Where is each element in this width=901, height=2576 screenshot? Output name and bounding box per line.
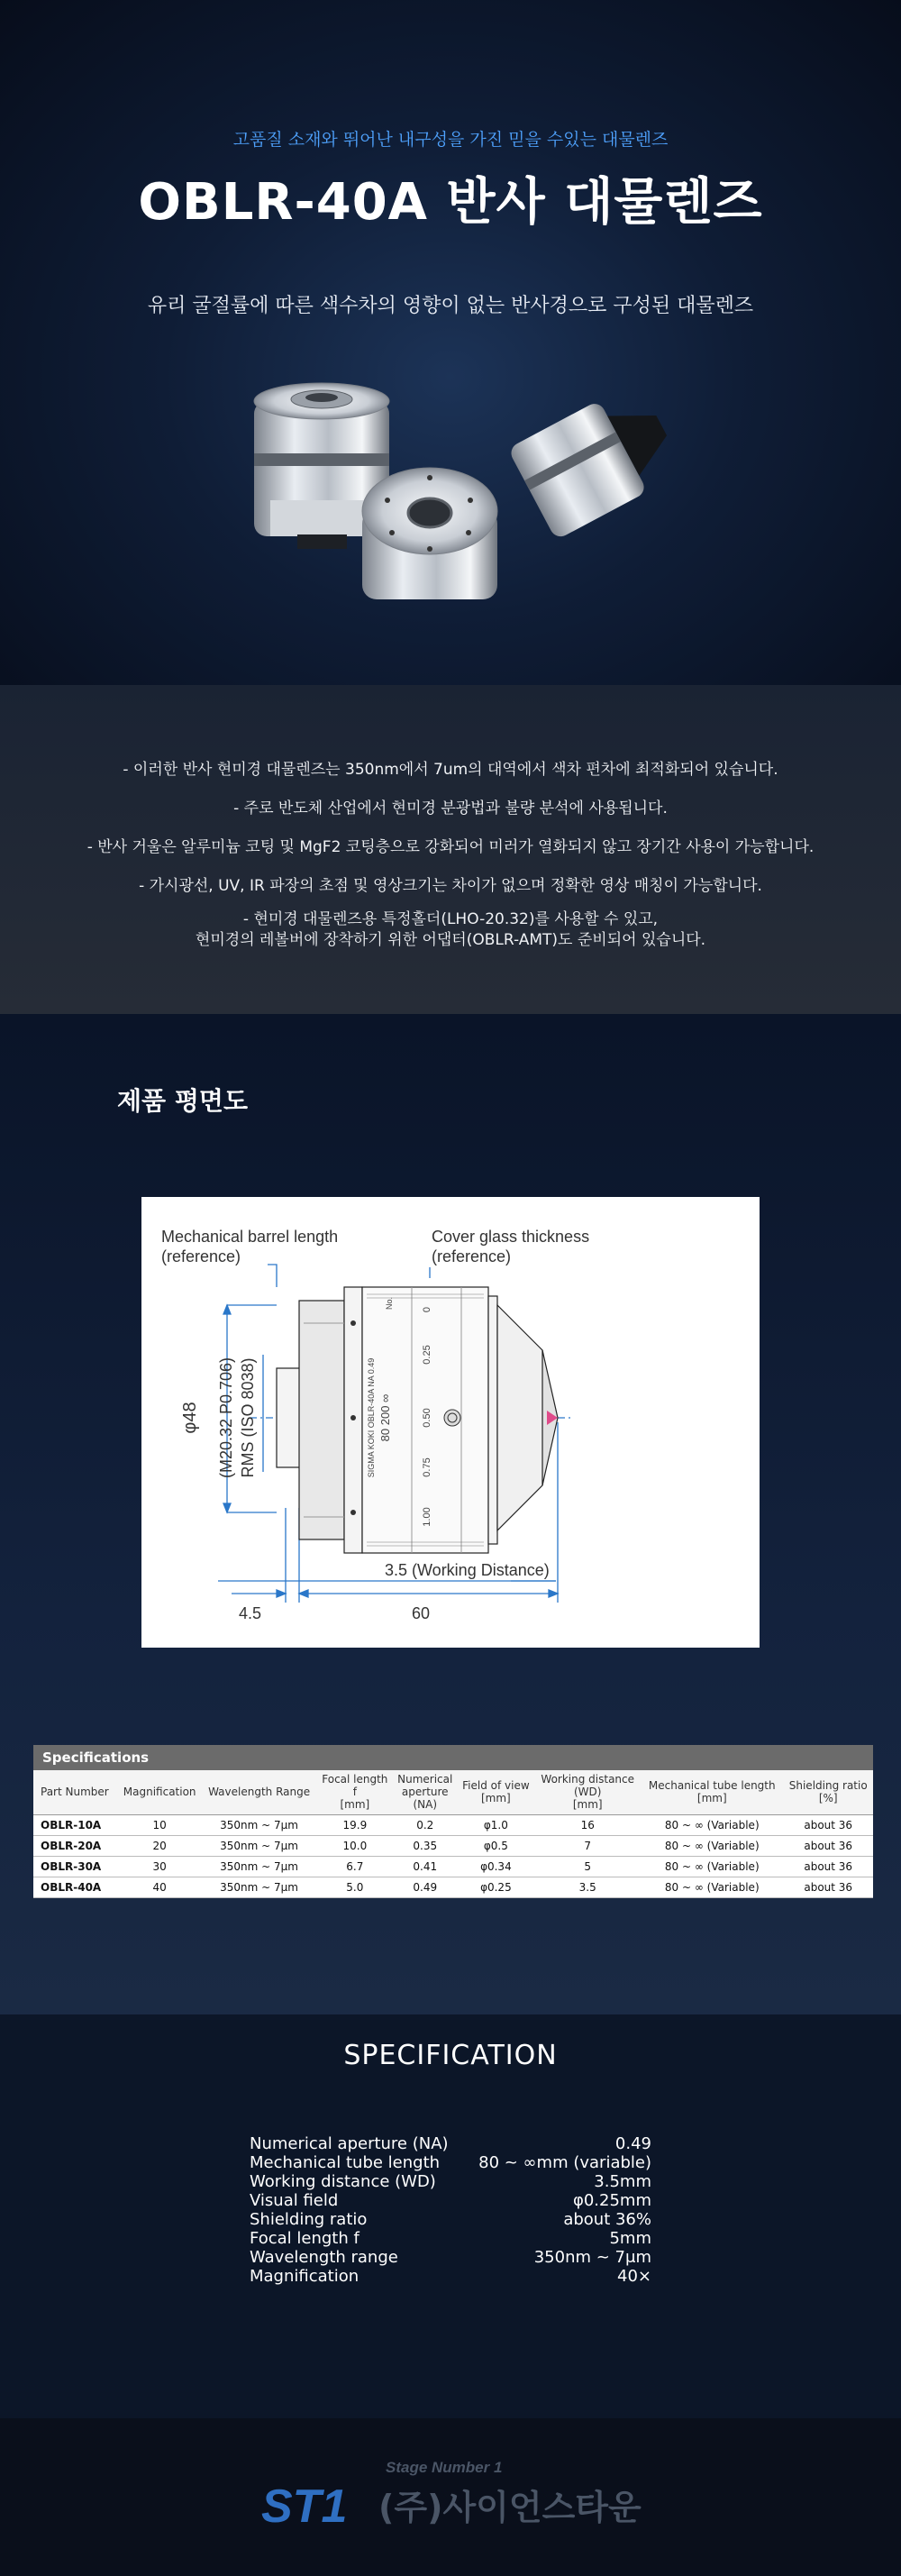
spec-row: Shielding ratio about 36% xyxy=(250,2210,651,2229)
scale-025: 0.25 xyxy=(422,1345,432,1365)
dim-4-5: 4.5 xyxy=(239,1604,262,1622)
th-shielding-ratio: Shielding ratio [%] xyxy=(783,1770,873,1815)
th-wavelength: Wavelength Range xyxy=(202,1770,317,1815)
table-caption: Specifications xyxy=(33,1745,873,1770)
specifications-table xyxy=(33,1745,873,1898)
specification-title: SPECIFICATION xyxy=(343,2040,558,2071)
table-row: OBLR-30A 30 350nm ~ 7μm 6.7 0.41 φ0.34 5 80 ~ ∞ (Variable) about 36 xyxy=(33,1857,873,1877)
th-working-distance: Working distance (WD) [mm] xyxy=(534,1770,641,1815)
lens-center xyxy=(362,468,497,599)
hero-section xyxy=(0,0,901,685)
spec-row: Visual field φ0.25mm xyxy=(250,2191,651,2210)
th-field-of-view: Field of view [mm] xyxy=(457,1770,534,1815)
table-header-row xyxy=(33,1770,873,1815)
engraving-model: SIGMA KOKI OBLR-40A NA 0.49 xyxy=(367,1357,376,1478)
logo-mark: ST1 xyxy=(261,2480,348,2533)
company-logo xyxy=(0,2418,901,2576)
engraving-tube: 80 200 ∞ xyxy=(378,1393,392,1442)
wd-label: 3.5 (Working Distance) xyxy=(385,1561,550,1579)
plan-section xyxy=(0,1014,901,2014)
feature-line: - 이러한 반사 현미경 대물렌즈는 350nm에서 7um의 대역에서 색차 편차에 최적화되어 있습니다. xyxy=(123,761,778,779)
company-name: (주)사이언스타운 xyxy=(378,2488,642,2527)
scale-0: 0 xyxy=(422,1306,432,1313)
feature-line: - 반사 거울은 알루미늄 코팅 및 MgF2 코팅층으로 강화되어 미러가 열화되지 않고 장기간 사용이 가능합니다. xyxy=(86,838,815,856)
thread-label-1: (M20.32 P0.706) xyxy=(217,1357,235,1479)
feature-line: - 주로 반도체 산업에서 현미경 분광법과 불량 분석에 사용됩니다. xyxy=(233,799,668,818)
table-row: OBLR-20A 20 350nm ~ 7μm 10.0 0.35 φ0.5 7 80 ~ ∞ (Variable) about 36 xyxy=(33,1836,873,1857)
spec-row: Wavelength range 350nm ~ 7μm xyxy=(250,2248,651,2267)
barrel-label-1: Mechanical barrel length xyxy=(161,1228,339,1246)
cover-label-1: Cover glass thickness xyxy=(432,1228,590,1246)
table-row: OBLR-40A 40 350nm ~ 7μm 5.0 0.49 φ0.25 3.5 80 ~ ∞ (Variable) about 36 xyxy=(33,1877,873,1898)
th-magnification: Magnification xyxy=(118,1770,202,1815)
footer xyxy=(0,2418,901,2576)
spec-row: Working distance (WD) 3.5mm xyxy=(250,2172,651,2191)
spec-row: Magnification 40× xyxy=(250,2267,651,2286)
lens-right xyxy=(507,379,676,540)
features-section xyxy=(0,685,901,1014)
hero-title: OBLR-40A 반사 대물렌즈 xyxy=(138,173,763,232)
th-focal-length: Focal length f [mm] xyxy=(317,1770,393,1815)
plan-title: 제품 평면도 xyxy=(117,1086,248,1116)
table-row: OBLR-10A 10 350nm ~ 7μm 19.9 0.2 φ1.0 16 80 ~ ∞ (Variable) about 36 xyxy=(33,1815,873,1836)
specification-list xyxy=(250,2134,651,2286)
hero-description: 유리 굴절률에 따른 색수차의 영향이 없는 반사경으로 구성된 대물렌즈 xyxy=(147,295,754,317)
spec-row: Numerical aperture (NA) 0.49 xyxy=(250,2134,651,2153)
barrel-label-2: (reference) xyxy=(161,1247,241,1265)
phi-label: φ48 xyxy=(180,1402,200,1434)
scale-075: 0.75 xyxy=(422,1457,432,1477)
spec-row: Focal length f 5mm xyxy=(250,2229,651,2248)
th-na: Numerical aperture (NA) xyxy=(393,1770,457,1815)
specification-section xyxy=(0,2014,901,2418)
hero-subtitle: 고품질 소재와 뛰어난 내구성을 가진 믿을 수있는 대물렌즈 xyxy=(232,130,669,150)
logo-tagline: Stage Number 1 xyxy=(386,2459,503,2476)
technical-drawing xyxy=(141,1197,760,1648)
dim-60: 60 xyxy=(412,1604,431,1622)
spec-row: Mechanical tube length 80 ~ ∞mm (variable) xyxy=(250,2153,651,2172)
feature-line: - 가시광선, UV, IR 파장의 초점 및 영상크기는 차이가 없으며 정확한 영상 매칭이 가능합니다. xyxy=(139,877,762,895)
th-tube-length: Mechanical tube length [mm] xyxy=(641,1770,783,1815)
scale-050: 0.50 xyxy=(422,1408,432,1428)
feature-line: 현미경의 레볼버에 장착하기 위한 어댑터(OBLR-AMT)도 준비되어 있습니다. xyxy=(195,931,706,949)
cover-label-2: (reference) xyxy=(432,1247,512,1265)
th-part-number: Part Number xyxy=(33,1770,118,1815)
engraving-no: No. xyxy=(385,1296,394,1311)
thread-label-2: RMS (ISO 8038) xyxy=(239,1357,257,1478)
lens-product-photo xyxy=(243,365,676,635)
feature-line: - 현미경 대물렌즈용 특정홀더(LHO-20.32)를 사용할 수 있고, xyxy=(242,910,659,928)
scale-100: 1.00 xyxy=(422,1507,432,1527)
